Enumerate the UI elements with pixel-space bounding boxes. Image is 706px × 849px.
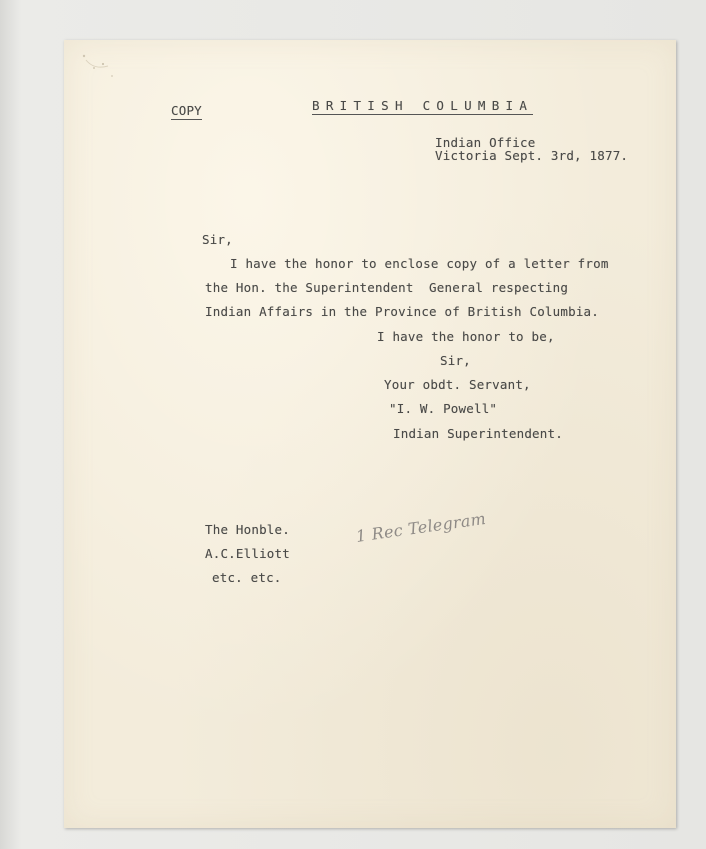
closing-line: Sir,: [440, 353, 471, 368]
body-line: I have the honor to enclose copy of a letter from: [230, 256, 609, 271]
body-line: the Hon. the Superintendent General respecting: [205, 280, 569, 295]
letter-page: [64, 40, 676, 828]
salutation: Sir,: [202, 232, 233, 247]
copy-label: COPY: [171, 103, 202, 118]
place-date: Victoria Sept. 3rd, 1877.: [435, 148, 629, 163]
paper-speck-marks: [76, 46, 126, 96]
signature: "I. W. Powell": [389, 401, 498, 416]
closing-line: I have the honor to be,: [377, 329, 555, 344]
addressee-line: The Honble.: [205, 522, 290, 537]
office-name: Indian Office: [435, 135, 536, 150]
signatory-title: Indian Superintendent.: [393, 426, 563, 441]
letter-heading: BRITISH COLUMBIA: [312, 98, 534, 113]
closing-line: Your obdt. Servant,: [384, 377, 531, 392]
handwritten-note: 1 Rec Telegram: [354, 508, 488, 546]
body-line: Indian Affairs in the Province of British Columbia.: [205, 304, 600, 319]
addressee-line: etc. etc.: [212, 570, 282, 585]
addressee-line: A.C.Elliott: [205, 546, 290, 561]
